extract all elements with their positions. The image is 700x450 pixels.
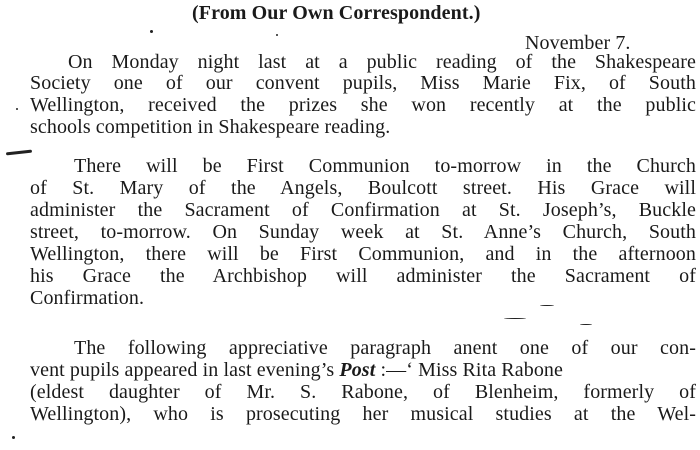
scan-speck [504, 318, 526, 319]
paragraph-3-line-2-text: vent pupils appeared in last evening’s Post :—‘ Miss Rita Rabone [30, 359, 564, 381]
paragraph-3-line-3: (eldest daughter of Mr. S. Rabone, of Blenheim, formerly of [30, 381, 696, 403]
newspaper-name: Post [339, 359, 376, 381]
paragraph-2-line-6: his Grace the Archbishop will administer the Sacrament of [30, 265, 696, 287]
paragraph-2-line-2: of St. Mary of the Angels, Boulcott street. His Grace will [30, 177, 696, 199]
scan-speck [580, 324, 592, 325]
paragraph-1-line-3: Wellington, received the prizes she won recently at the public [30, 94, 696, 116]
scan-speck [276, 34, 278, 36]
paragraph-3-line-4: Wellington), who is prosecuting her musical studies at the Wel- [30, 403, 696, 425]
scan-speck [16, 108, 18, 110]
paragraph-1-line-4: schools competition in Shakespeare reading. [30, 116, 391, 138]
scan-speck [150, 30, 153, 33]
dateline: November 7. [525, 32, 631, 54]
article-heading: (From Our Own Correspondent.) [192, 2, 481, 24]
paragraph-1-line-1: On Monday night last at a public reading of the Shakespeare [68, 51, 696, 73]
paragraph-3-line-2 [30, 359, 696, 381]
paragraph-2-line-4: street, to-morrow. On Sunday week at St. Anne’s Church, South [30, 221, 696, 243]
paragraph-2-line-5: Wellington, there will be First Communion, and in the afternoon [30, 243, 696, 265]
paragraph-2-line-3: administer the Sacrament of Confirmation at St. Joseph’s, Buckle [30, 199, 696, 221]
scan-speck [12, 436, 15, 439]
paragraph-2-line-7: Confirmation. [30, 287, 145, 309]
scan-speck [540, 305, 554, 306]
paragraph-2-line-1: There will be First Communion to-morrow in the Church [74, 155, 696, 177]
scan-speck [6, 150, 32, 156]
paragraph-3-line-1: The following appreciative paragraph anent one of our con- [74, 337, 696, 359]
paragraph-1-line-2: Society one of our convent pupils, Miss Marie Fix, of South [30, 72, 696, 94]
